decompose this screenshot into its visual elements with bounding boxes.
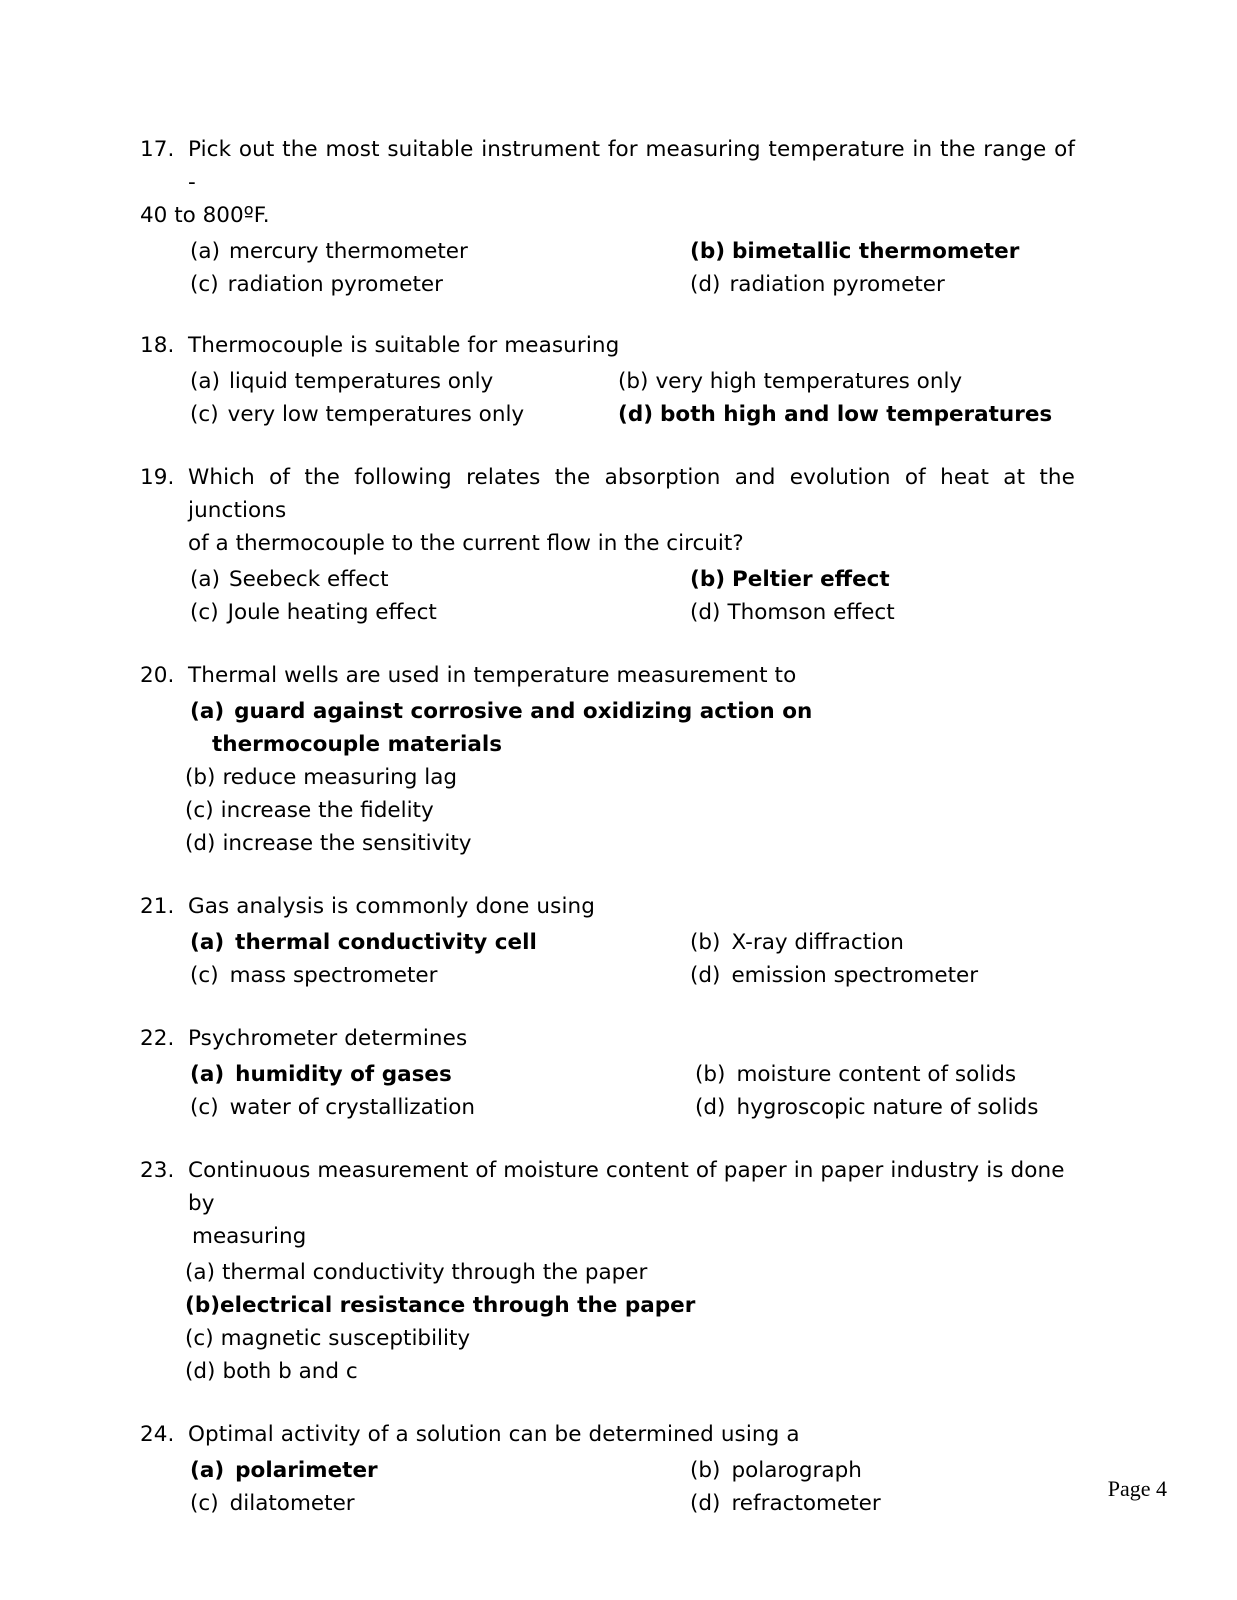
question-20-option-row-c — [140, 794, 1075, 827]
question-22-option-b-label: (b) — [695, 1062, 726, 1087]
question-21-option-d-label: (d) — [690, 963, 721, 988]
question-21-options — [140, 926, 1075, 992]
question-23-stem-line-2-text: measuring — [192, 1224, 307, 1249]
question-23-option-c[interactable] — [185, 1322, 470, 1355]
question-20-option-b[interactable] — [185, 761, 457, 794]
question-21 — [140, 890, 1075, 992]
question-23-option-b-label: (b) — [185, 1293, 221, 1318]
question-21-option-b[interactable] — [690, 926, 1075, 959]
question-24-option-b-text: polarograph — [731, 1458, 862, 1483]
question-23-stem-line-1: Continuous measurement of moisture content of paper in paper industry is done by — [188, 1158, 1065, 1216]
question-24-option-d-label: (d) — [690, 1491, 721, 1516]
question-21-option-c[interactable] — [140, 959, 690, 992]
question-18-option-c[interactable] — [140, 398, 618, 431]
question-20-option-a-label: (a) — [190, 699, 225, 724]
question-19-option-c-text: Joule heating effect — [227, 600, 437, 625]
question-22-option-c-text: water of crystallization — [229, 1095, 476, 1120]
question-18-option-row-1 — [140, 365, 1075, 398]
question-17-option-c[interactable] — [140, 268, 690, 301]
question-22-option-row-1 — [140, 1058, 1075, 1091]
question-17-option-b[interactable] — [690, 235, 1075, 268]
question-17-stem — [140, 133, 1075, 199]
question-17-option-a-label: (a) — [190, 239, 220, 264]
question-20-options — [140, 695, 1075, 860]
question-20-option-a-text: guard against corrosive and oxidizing action on — [234, 699, 813, 724]
question-17-stem-line-2-text: 40 to 800ºF. — [140, 203, 270, 228]
question-24-option-a[interactable] — [140, 1454, 690, 1487]
question-22-option-a[interactable] — [140, 1058, 695, 1091]
question-21-option-c-label: (c) — [190, 963, 219, 988]
question-23-option-row-a — [140, 1256, 1075, 1289]
question-23-option-b[interactable] — [185, 1289, 695, 1322]
question-24-options — [140, 1454, 1075, 1520]
question-17-option-d-label: (d) — [690, 272, 721, 297]
question-22-option-c-label: (c) — [190, 1095, 219, 1120]
question-18-stem-text: Thermocouple is suitable for measuring — [188, 333, 620, 358]
question-18-option-b-label: (b) — [618, 369, 649, 394]
question-24-stem-text: Optimal activity of a solution can be determined using a — [188, 1422, 800, 1447]
question-list — [140, 133, 1075, 1520]
question-18-option-a[interactable] — [140, 365, 618, 398]
question-17-stem-line-1: Pick out the most suitable instrument for measuring temperature in the range of - — [188, 137, 1075, 195]
question-24-option-c[interactable] — [140, 1487, 690, 1520]
question-21-option-row-1 — [140, 926, 1075, 959]
question-18-option-b-text: very high temperatures only — [655, 369, 963, 394]
question-19-option-b[interactable] — [690, 563, 1075, 596]
question-19-option-row-1 — [140, 563, 1075, 596]
question-17-option-c-text: radiation pyrometer — [227, 272, 443, 297]
question-18-options — [140, 365, 1075, 431]
question-20-option-b-text: reduce measuring lag — [222, 765, 458, 790]
question-23-option-d-text: both b and c — [222, 1359, 358, 1384]
question-20-stem-text: Thermal wells are used in temperature measurement to — [188, 663, 797, 688]
question-19-options — [140, 563, 1075, 629]
question-18-option-c-text: very low temperatures only — [227, 402, 525, 427]
question-17-option-c-label: (c) — [190, 272, 219, 297]
question-22-option-row-2 — [140, 1091, 1075, 1124]
question-24-option-a-text: polarimeter — [235, 1458, 378, 1483]
question-21-option-row-2 — [140, 959, 1075, 992]
question-21-number: 21. — [140, 894, 175, 919]
question-23-stem — [140, 1154, 1075, 1220]
question-17 — [140, 133, 1075, 301]
question-24-option-b-label: (b) — [690, 1458, 721, 1483]
question-22-options — [140, 1058, 1075, 1124]
question-18-option-d-text: both high and low temperatures — [660, 402, 1053, 427]
question-17-option-row-1 — [140, 235, 1075, 268]
question-18-option-a-text: liquid temperatures only — [228, 369, 494, 394]
question-17-stem-line-2 — [140, 199, 1075, 232]
question-22-stem-text: Psychrometer determines — [188, 1026, 468, 1051]
question-19-option-d-text: Thomson effect — [727, 600, 895, 625]
question-19-option-a-label: (a) — [190, 567, 220, 592]
question-20-option-row-b — [140, 761, 1075, 794]
question-22-stem — [140, 1022, 1075, 1055]
question-24 — [140, 1418, 1075, 1520]
question-20-stem — [140, 659, 1075, 692]
question-24-option-row-2 — [140, 1487, 1075, 1520]
question-17-option-d[interactable] — [690, 268, 1075, 301]
question-22-option-b-text: moisture content of solids — [736, 1062, 1017, 1087]
question-17-option-d-text: radiation pyrometer — [729, 272, 945, 297]
question-22-option-a-label: (a) — [190, 1062, 225, 1087]
question-19-stem-line-2 — [140, 527, 1075, 560]
question-24-number: 24. — [140, 1422, 175, 1447]
question-22-option-d[interactable] — [695, 1091, 1075, 1124]
question-19-option-row-2 — [140, 596, 1075, 629]
question-20-option-d[interactable] — [185, 827, 472, 860]
question-17-option-row-2 — [140, 268, 1075, 301]
question-23-option-a[interactable] — [185, 1256, 647, 1289]
question-22-option-d-label: (d) — [695, 1095, 726, 1120]
question-17-option-b-label: (b) — [690, 239, 726, 264]
question-20-option-a[interactable] — [190, 695, 812, 728]
question-20-number: 20. — [140, 663, 175, 688]
question-19 — [140, 461, 1075, 629]
question-20-option-a-cont-row — [140, 728, 1075, 761]
question-23-number: 23. — [140, 1158, 175, 1183]
question-18-option-c-label: (c) — [190, 402, 219, 427]
question-24-option-a-label: (a) — [190, 1458, 225, 1483]
question-21-stem — [140, 890, 1075, 923]
question-19-option-c-label: (c) — [190, 600, 219, 625]
question-20-option-c[interactable] — [185, 794, 434, 827]
question-17-options — [140, 235, 1075, 301]
question-22-option-d-text: hygroscopic nature of solids — [736, 1095, 1039, 1120]
question-19-stem-line-2-text: of a thermocouple to the current flow in the circuit? — [188, 531, 744, 556]
question-21-option-b-label: (b) — [690, 930, 721, 955]
question-19-stem — [140, 461, 1075, 527]
question-18-number: 18. — [140, 333, 175, 358]
question-22-option-c[interactable] — [140, 1091, 695, 1124]
question-21-stem-text: Gas analysis is commonly done using — [188, 894, 596, 919]
question-17-number: 17. — [140, 137, 175, 162]
question-20 — [140, 659, 1075, 860]
question-18-option-d[interactable] — [618, 398, 1075, 431]
question-18 — [140, 329, 1075, 431]
question-24-option-d[interactable] — [690, 1487, 1075, 1520]
question-24-option-b[interactable] — [690, 1454, 1075, 1487]
question-18-option-b[interactable] — [618, 365, 1075, 398]
question-23-option-a-text: thermal conductivity through the paper — [221, 1260, 648, 1285]
question-19-option-b-label: (b) — [690, 567, 726, 592]
question-24-stem — [140, 1418, 1075, 1451]
question-23-option-d[interactable] — [185, 1355, 358, 1388]
question-23-option-row-c — [140, 1322, 1075, 1355]
question-19-option-b-text: Peltier effect — [732, 567, 890, 592]
question-17-option-a-text: mercury thermometer — [228, 239, 468, 264]
question-21-option-d[interactable] — [690, 959, 1075, 992]
question-19-stem-line-1: Which of the following relates the absorption and evolution of heat at the junctions — [188, 465, 1075, 523]
question-23-option-c-text: magnetic susceptibility — [220, 1326, 471, 1351]
question-22-option-b[interactable] — [695, 1058, 1075, 1091]
question-19-number: 19. — [140, 465, 175, 490]
question-17-option-a[interactable] — [140, 235, 690, 268]
question-20-option-b-label: (b) — [185, 765, 216, 790]
question-21-option-a-label: (a) — [190, 930, 225, 955]
question-24-option-c-text: dilatometer — [229, 1491, 355, 1516]
question-23-option-d-label: (d) — [185, 1359, 216, 1384]
question-23-option-a-label: (a) — [185, 1260, 215, 1285]
question-22-number: 22. — [140, 1026, 175, 1051]
question-22-option-a-text: humidity of gases — [235, 1062, 452, 1087]
question-23-option-row-d — [140, 1355, 1075, 1388]
question-19-option-a[interactable] — [140, 563, 690, 596]
question-24-option-c-label: (c) — [190, 1491, 219, 1516]
page-number: Page 4 — [1107, 1476, 1167, 1501]
question-24-option-d-text: refractometer — [731, 1491, 881, 1516]
question-21-option-d-text: emission spectrometer — [731, 963, 979, 988]
question-19-option-a-text: Seebeck effect — [228, 567, 389, 592]
question-23-option-b-text: electrical resistance through the paper — [220, 1293, 696, 1318]
question-19-option-c[interactable] — [140, 596, 690, 629]
question-22 — [140, 1022, 1075, 1124]
question-19-option-d-label: (d) — [690, 600, 721, 625]
question-20-option-d-text: increase the sensitivity — [222, 831, 472, 856]
question-17-option-b-text: bimetallic thermometer — [732, 239, 1020, 264]
question-19-option-d[interactable] — [690, 596, 1075, 629]
question-18-option-row-2 — [140, 398, 1075, 431]
question-20-option-a-text-line-2: thermocouple materials — [212, 732, 503, 757]
question-23-option-c-label: (c) — [185, 1326, 214, 1351]
question-23-stem-line-2 — [140, 1220, 1075, 1253]
question-21-option-a[interactable] — [140, 926, 690, 959]
question-20-option-row-d — [140, 827, 1075, 860]
question-23-option-row-b — [140, 1289, 1075, 1322]
question-24-option-row-1 — [140, 1454, 1075, 1487]
question-20-option-row-a — [140, 695, 1075, 728]
question-21-option-b-text: X-ray diffraction — [731, 930, 904, 955]
question-23-options — [140, 1256, 1075, 1388]
question-21-option-c-text: mass spectrometer — [229, 963, 438, 988]
question-18-option-d-label: (d) — [618, 402, 654, 427]
question-21-option-a-text: thermal conductivity cell — [235, 930, 537, 955]
question-20-option-c-text: increase the fidelity — [220, 798, 434, 823]
question-20-option-c-label: (c) — [185, 798, 214, 823]
question-23 — [140, 1154, 1075, 1388]
question-18-option-a-label: (a) — [190, 369, 220, 394]
question-18-stem — [140, 329, 1075, 362]
question-20-option-d-label: (d) — [185, 831, 216, 856]
